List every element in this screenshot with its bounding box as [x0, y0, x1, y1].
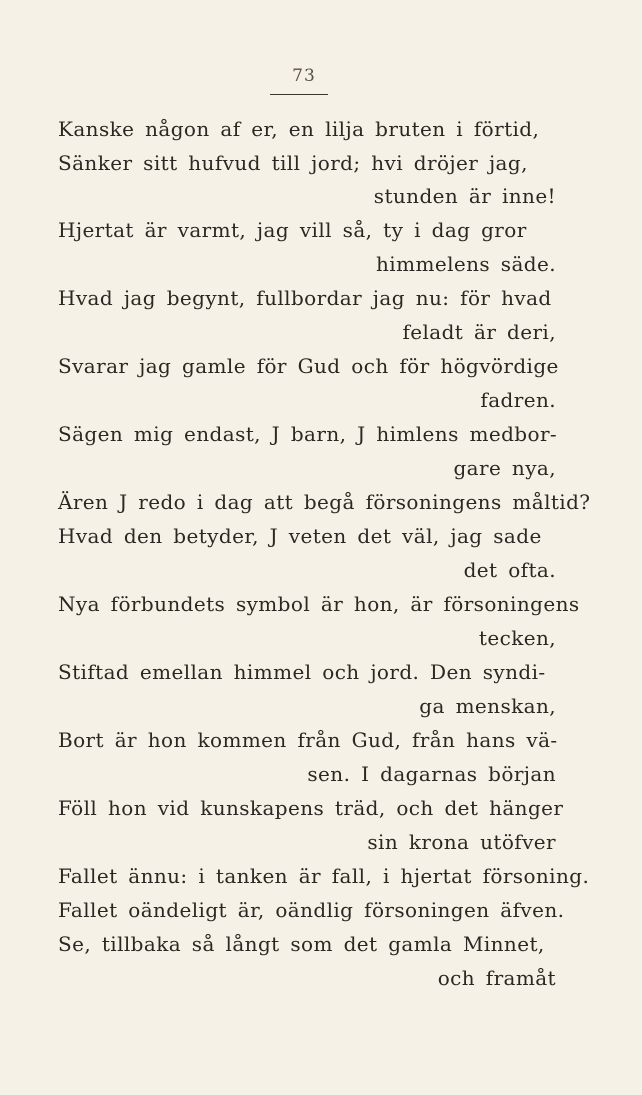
poem-line-continuation: feladt är deri,	[402, 320, 556, 344]
poem-line: Sägen mig endast, J barn, J himlens medbor-	[58, 422, 558, 446]
poem-line-continuation: ga menskan,	[419, 694, 556, 718]
poem-line: Sänker sitt hufvud till jord; hvi dröjer jag,	[58, 151, 528, 175]
poem-line: Kanske någon af er, en lilja bruten i förtid,	[58, 117, 540, 141]
poem-line-continuation: och framåt	[437, 966, 556, 990]
poem-line-continuation: tecken,	[478, 626, 556, 650]
poem-line: Fallet ännu: i tanken är fall, i hjertat försoning.	[58, 864, 590, 888]
poem-line: Bort är hon kommen från Gud, från hans vä-	[58, 728, 558, 752]
poem-line-continuation: stunden är inne!	[373, 184, 556, 208]
poem-line: Se, tillbaka så långt som det gamla Minnet,	[58, 932, 545, 956]
poem-line: Fallet oändeligt är, oändlig försoningen äfven.	[58, 898, 565, 922]
poem-line: Stiftad emellan himmel och jord. Den syndi-	[58, 660, 546, 684]
poem-line-continuation: gare nya,	[453, 456, 556, 480]
poem-line: Svarar jag gamle för Gud och för högvördige	[58, 354, 559, 378]
poem-line: Föll hon vid kunskapens träd, och det hänger	[58, 796, 564, 820]
poem-line: Hvad jag begynt, fullbordar jag nu: för hvad	[58, 286, 552, 310]
poem-line: Ären J redo i dag att begå försoningens måltid?	[58, 490, 591, 514]
poem-line-continuation: sen. I dagarnas början	[307, 762, 556, 786]
poem-line-continuation: sin krona utöfver	[367, 830, 556, 854]
page-number: 73	[292, 66, 316, 86]
poem-line-continuation: det ofta.	[463, 558, 556, 582]
poem-line: Hvad den betyder, J veten det väl, jag sade	[58, 524, 542, 548]
poem-line: Hjertat är varmt, jag vill så, ty i dag gror	[58, 218, 527, 242]
poem-line-continuation: himmelens säde.	[376, 252, 556, 276]
poem-line: Nya förbundets symbol är hon, är försoningens	[58, 592, 580, 616]
poem-line-continuation: fadren.	[480, 388, 556, 412]
